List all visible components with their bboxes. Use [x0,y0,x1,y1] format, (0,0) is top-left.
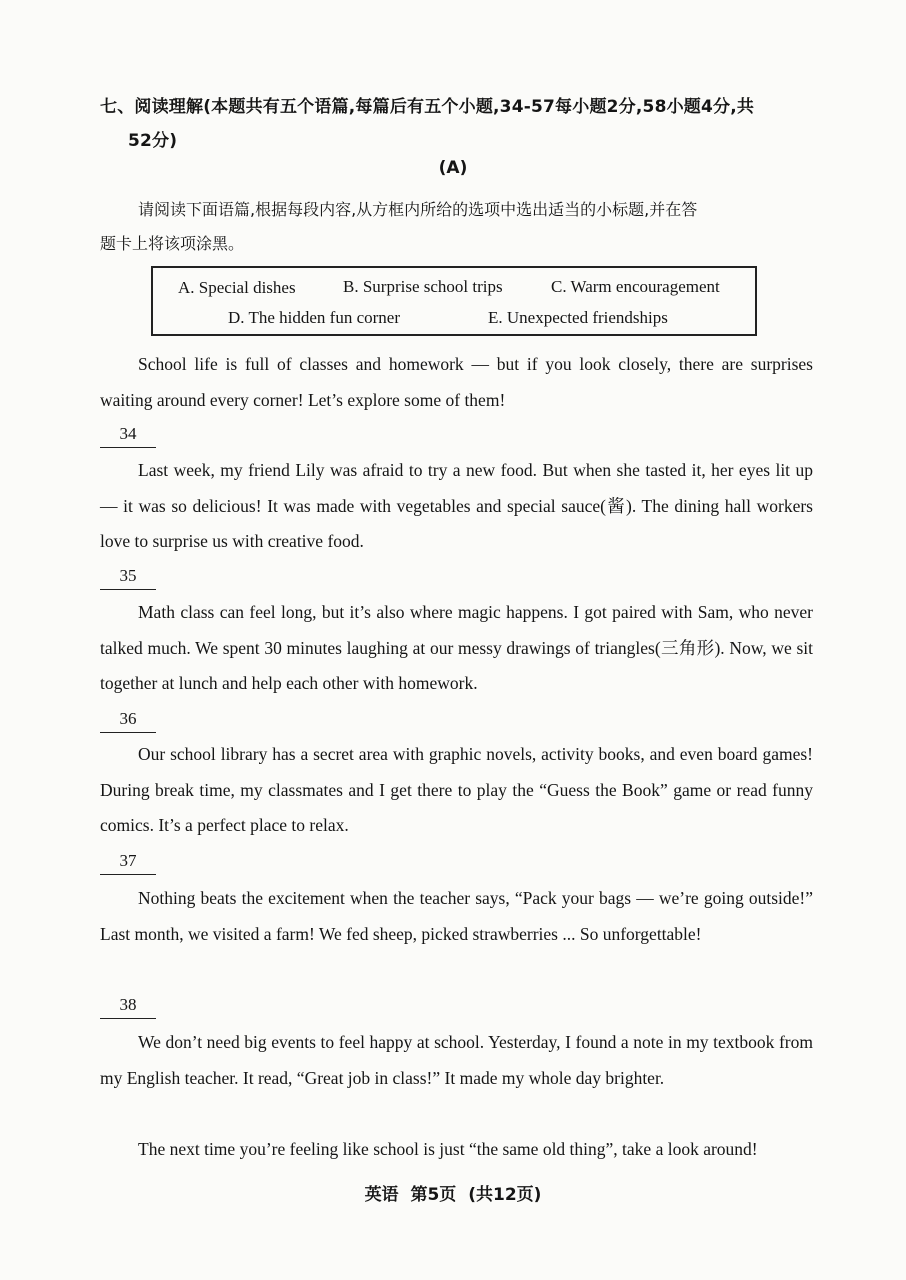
paragraph-36: Our school library has a secret area with graphic novels, activity books, and even board games! During break time, my classmates and I get there to play the “Guess the Book” game or read funny comics. It’s a perfect place to relax. [100,744,813,835]
section-header [100,90,815,158]
option-e: E. Unexpected friendships [488,308,668,327]
paragraph-35: Math class can feel long, but it’s also where magic happens. I got paired with Sam, who never talked much. We spent 30 minutes laughing at our messy drawings of triangles(三角形). Now, we sit together at lunch and help each other with homework. [100,602,813,693]
passage-title: (A) [438,158,468,178]
option-b: B. Surprise school trips [343,277,503,296]
option-d: D. The hidden fun corner [228,308,400,327]
page-footer: 英语 第5页 (共12页) [364,1185,542,1205]
option-c: C. Warm encouragement [551,277,720,296]
blank-36: 36 [100,708,156,733]
options-box [151,266,757,336]
paragraph-38: We don’t need big events to feel happy at school. Yesterday, I found a note in my textbook from my English teacher. It read, “Great job in class!” It made my whole day brighter. [100,1032,813,1088]
instruction [100,193,815,261]
instruction-line1: 请阅读下面语篇,根据每段内容,从方框内所给的选项中选出适当的小标题,并在答 [138,200,698,219]
paragraph-34: Last week, my friend Lily was afraid to try a new food. But when she tasted it, her eyes lit up — it was so delicious! It was made with vegetables and special sauce(酱). The dining hall workers love to surprise us with creative food. [100,460,813,551]
section-header-line1: 七、阅读理解(本题共有五个语篇,每篇后有五个小题,34-57每小题2分,58小题4分,共 [100,97,755,117]
intro-paragraph: School life is full of classes and homework — but if you look closely, there are surprises waiting around every corner! Let’s explore some of them! [100,354,813,410]
blank-35: 35 [100,565,156,590]
instruction-line2: 题卡上将该项涂黑。 [100,234,245,253]
blank-37: 37 [100,850,156,875]
section-header-line2: 52分) [128,131,178,151]
closing-paragraph: The next time you’re feeling like school is just “the same old thing”, take a look around! [138,1139,758,1159]
paragraph-37: Nothing beats the excitement when the teacher says, “Pack your bags — we’re going outside!” Last month, we visited a farm! We fed sheep, picked strawberries ... So unforgettable! [100,888,813,944]
blank-34: 34 [100,423,156,448]
blank-38: 38 [100,994,156,1019]
option-a: A. Special dishes [178,278,296,297]
